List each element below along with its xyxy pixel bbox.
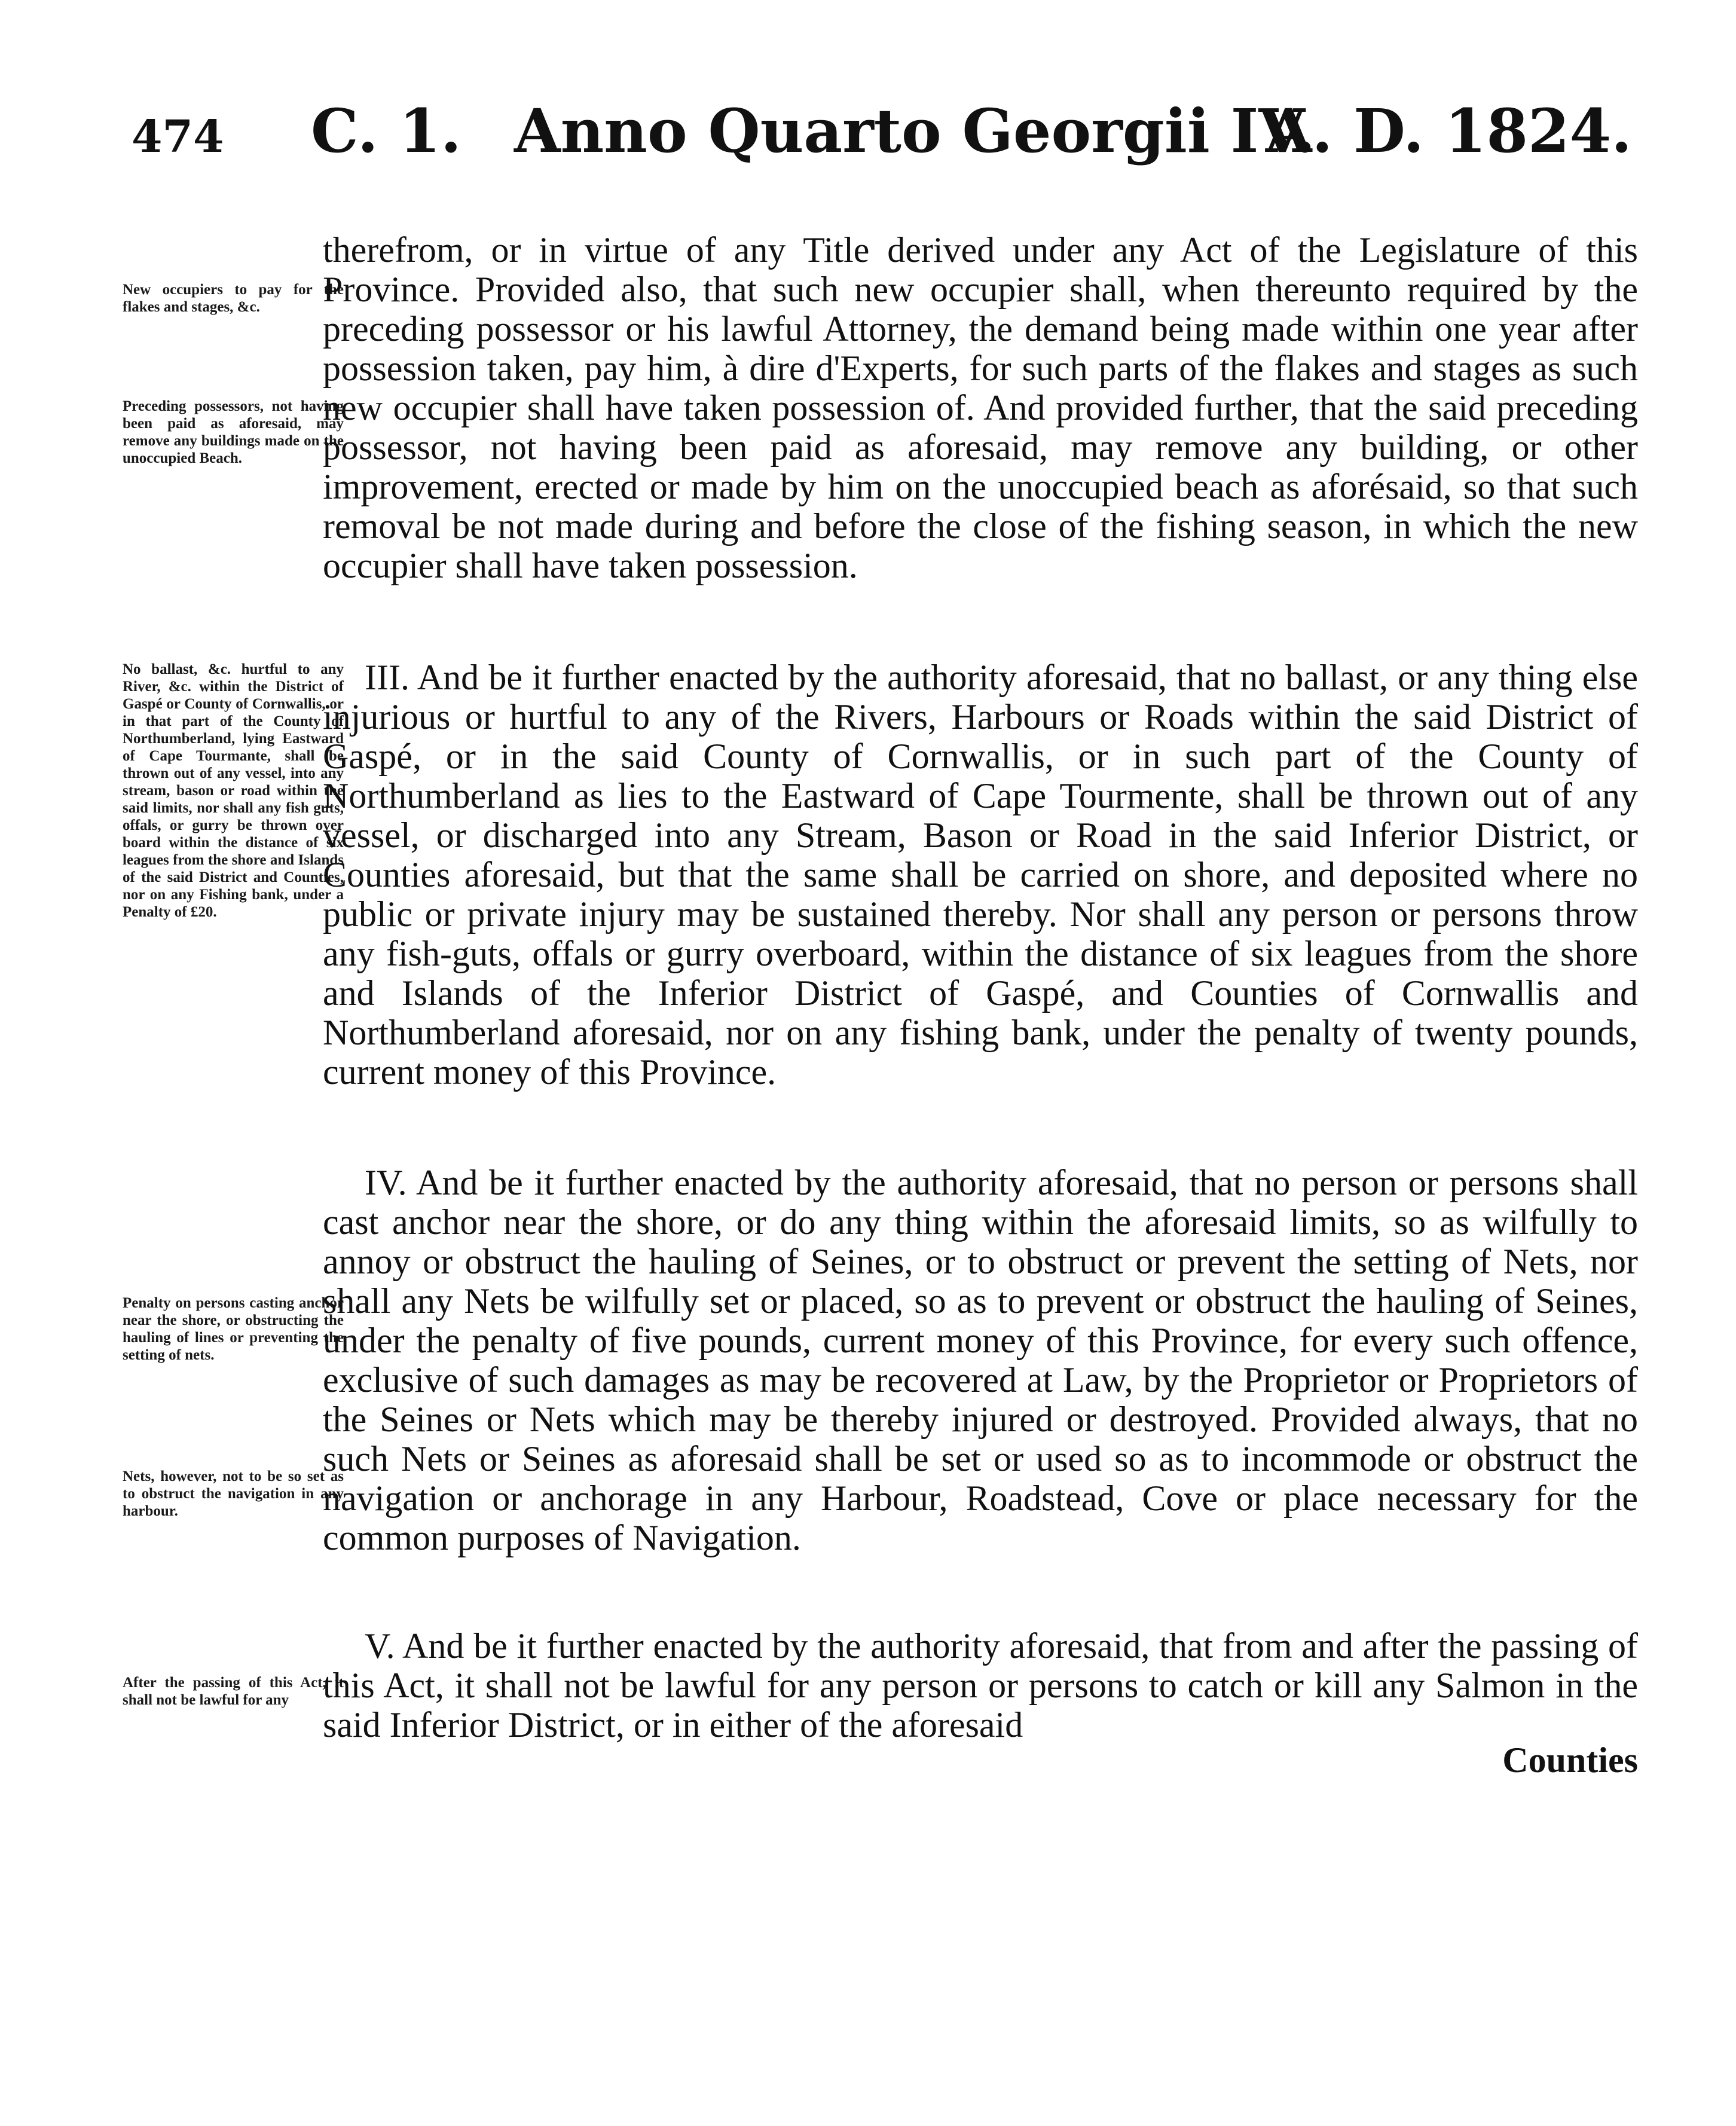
section-iv: IV. And be it further enacted by the authority aforesaid, that no person or persons shall cast anchor near the shore, or do any thing within the aforesaid limits, so as wilfully to annoy or obstruct the hauling of Seines, or to obstruct or prevent the setting of Nets, nor shall any Nets be wilfully set or placed, so as to prevent or obstruct the hauling of Seines, under the penalty of five pounds, current money of this Province, for every such offence, exclusive of such damages as may be recovered at Law, by the Proprietor or Proprietors of the Seines or Nets which may be thereby injured or destroyed. Provided always, that no such Nets or Seines as aforesaid shall be set or used so as to incommode or obstruct the navigation or anchorage in any Harbour, Roadstead, Cove or place necessary for the common purposes of Navigation. [323,1163,1638,1557]
paragraph-continuation: therefrom, or in virtue of any Title derived under any Act of the Legislature of this Province. Provided also, that such new occupier shall, when thereunto required by the preceding possessor or his lawful Attorney, the demand being made within one year after possession taken, pay him, à dire d'Experts, for such parts of the flakes and stages as such new occupier shall have taken possession of. And provided further, that the said preceding possessor, not having been paid as aforesaid, may remove any building, or other improvement, erected or made by him on the unoccupied beach as aforésaid, so that such removal be not made during and before the close of the fishing season, in which the new occupier shall have taken possession. [323,230,1638,585]
section-iii: III. And be it further enacted by the authority aforesaid, that no ballast, or any thing else injurious or hurtful to any of the Rivers, Harbours or Roads within the said District of Gaspé, or in the said County of Cornwallis, or in such part of the County of Northumberland as lies to the Eastward of Cape Tourmente, shall be thrown out of any vessel, or discharged into any Stream, Bason or Road in the said Inferior District, or Counties aforesaid, but that the same shall be carried on shore, and deposited where no public or private injury may be sustained thereby. Nor shall any person or persons throw any fish-guts, offals or gurry overboard, within the distance of six leagues from the shore and Islands of the Inferior District of Gaspé, and Counties of Cornwallis and Northumberland aforesaid, nor on any fishing bank, under the penalty of twenty pounds, current money of this Province. [323,658,1638,1092]
running-head [132,90,1632,173]
sidenote-preceding-possessors: Preceding possessors, not having been paid as aforesaid, may remove any buildings made on the unoccupied Beach. [123,398,344,466]
sidenote-no-ballast: No ballast, &c. hurtful to any River, &c. within the District of Gaspé or County of Cornwallis, or in that part of the County of Northumberland, lying Eastward of Cape Tourmante, shall be thrown out of any vessel, into any stream, bason or road within the said limits, nor shall any fish guts, offals, or gurry be thrown over board within the distance of six leagues from the shore and Islands of the said District and Counties, nor on any Fishing bank, under a Penalty of £20. [123,661,344,920]
section-v: V. And be it further enacted by the authority aforesaid, that from and after the passing of this Act, it shall not be lawful for any person or persons to catch or kill any Salmon in the said Inferior District, or in either of the aforesaid [323,1626,1638,1745]
sidenote-nets: Nets, however, not to be so set as to obstruct the navigation in any harbour. [123,1468,344,1519]
year: A. D. 1824. [1265,96,1632,166]
chapter-number: C. 1. [311,96,461,166]
sidenote-new-occupiers: New occupiers to pay for the flakes and stages, &c. [123,282,344,315]
page-number: 474 [132,111,224,163]
sidenote-penalty-anchor: Penalty on persons casting anchor near the shore, or obstructing the hauling of lines or preventing the setting of nets. [123,1295,344,1363]
sidenote-salmon: After the passing of this Act, it shall not be lawful for any [123,1675,344,1708]
regnal-title: Anno Quarto Georgii IV. [514,96,1316,166]
catchword: Counties [1502,1740,1638,1780]
